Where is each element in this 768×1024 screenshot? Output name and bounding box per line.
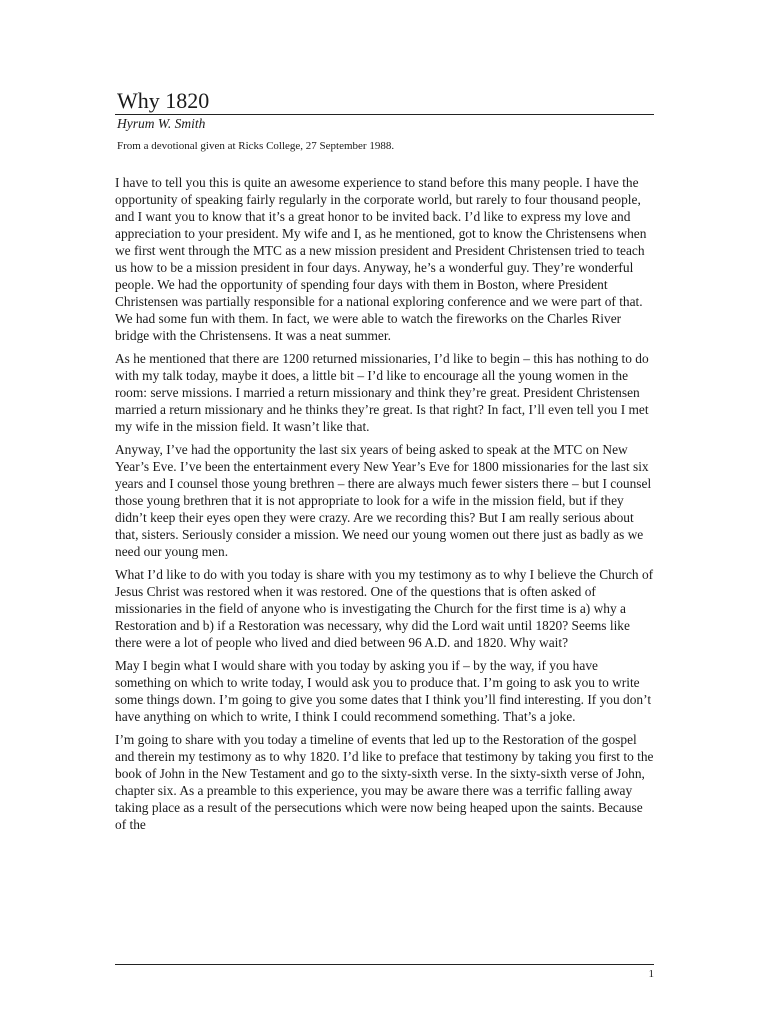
paragraph: I have to tell you this is quite an awesome experience to stand before this many people. I have the opportunity of speaking fairly regularly in the corporate world, but rarely to four thousand people, and I want you to know that it’s a great honor to be invited back. I’d like to express my love and appreciation to your president. My wife and I, as he mentioned, got to know the Christensens when we first went through the MTC as a new mission president and President Christensen tried to teach us how to be a mission president in four days. Anyway, he’s a wonderful guy. They’re wonderful people. We had the opportunity of spending four days with them in Boston, where President Christensen was partially responsible for a national exploring conference and we were part of that. We had some fun with them. In fact, we were able to watch the fireworks on the Charles River bridge with the Christensens. It was a neat summer. [115,175,647,343]
paragraph: Anyway, I’ve had the opportunity the last six years of being asked to speak at the MTC on New Year’s Eve. I’ve been the entertainment every New Year’s Eve for 1800 missionaries for the last six years and I counsel those young brethren – there are always much fewer sisters there – but I counsel those young brethren that it is not appropriate to look for a wife in the mission field, but if they didn’t keep their eyes open they were crazy. Are we recording this? But I am really serious about that, sisters. Seriously consider a mission. We need our young women out there just as badly as we need our young men. [115,442,652,559]
title-divider [115,114,654,115]
paragraph: What I’d like to do with you today is share with you my testimony as to why I believe the Church of Jesus Christ was restored when it was restored. One of the questions that is often asked of missionaries in the field of anyone who is investigating the Church for the first time is a) why a Restoration and b) if a Restoration was necessary, why did the Lord wait until 1820? Seems like there were a lot of people who lived and died between 96 A.D. and 1820. Why wait? [115,567,654,650]
paragraph: I’m going to share with you today a timeline of events that led up to the Restoration of the gospel and therein my testimony as to why 1820. I’d like to preface that testimony by taking you first to the book of John in the New Testament and go to the sixty-sixth verse. In the sixty-sixth verse of John, chapter six. As a preamble to this experience, you may be aware there was a terrific falling away taking place as a result of the persecutions which were now being heaped upon the saints. Because of the [115,732,654,832]
source-note: From a devotional given at Ricks College, 27 September 1988. [117,140,395,152]
page-number: 1 [648,968,654,980]
footer-divider [115,964,654,965]
paragraph: As he mentioned that there are 1200 returned missionaries, I’d like to begin – this has nothing to do with my talk today, maybe it does, a little bit – I’d like to encourage all the young women in the room: serve missions. I married a return missionary and think they’re great. President Christensen married a return missionary and he thinks they’re great. Is that right? In fact, I’ll even tell you I met my wife in the mission field. It wasn’t like that. [115,351,649,434]
document-title: Why 1820 [117,88,210,113]
author-line: Hyrum W. Smith [117,116,206,131]
body-text [115,174,656,839]
paragraph: May I begin what I would share with you today by asking you if – by the way, if you have something on which to write today, I would ask you to produce that. I’m going to ask you to write some things down. I’m going to give you some dates that I think you’ll find interesting. If you don’t have anything on which to write, I think I could recommend something. That’s a joke. [115,658,652,724]
